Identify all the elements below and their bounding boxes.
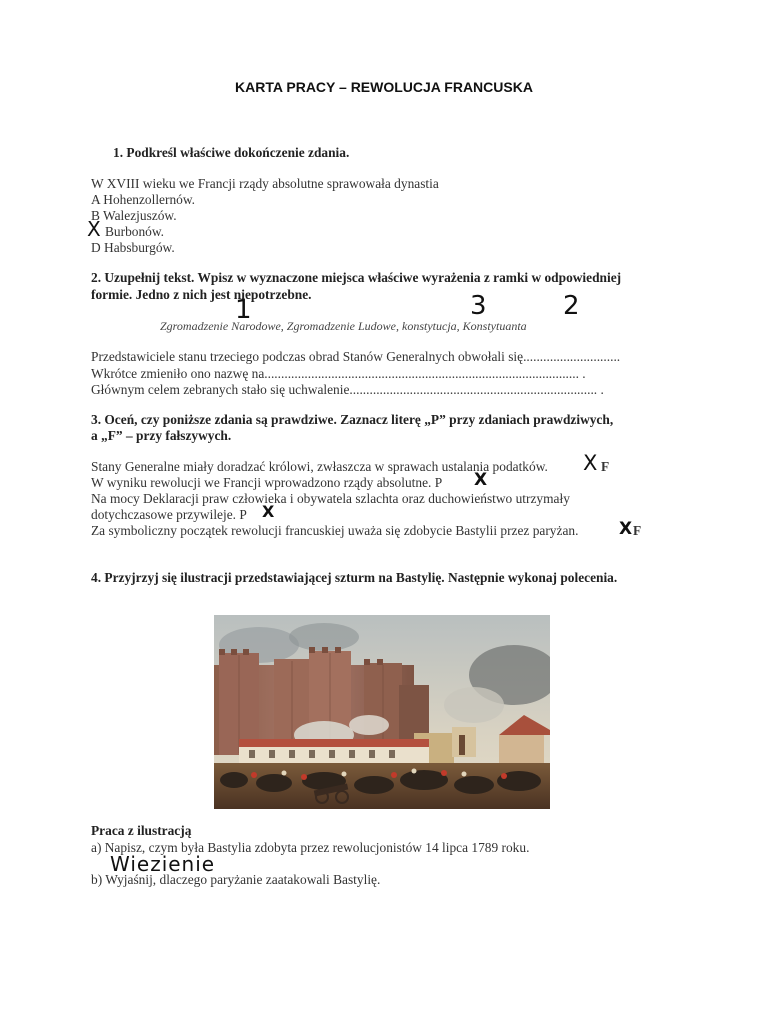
q1-heading: 1. Podkreśl właściwe dokończenie zdania. (113, 145, 350, 160)
handwritten-answer-a: Wiezienie (110, 852, 216, 876)
q3-letter-f-1: F (601, 459, 610, 474)
handwritten-number-3: 3 (470, 291, 487, 321)
task-b: b) Wyjaśnij, dlaczego paryżanie zaatakowali Bastylię. (91, 872, 381, 887)
q3-statement-2: W wyniku rewolucji we Francji wprowadzono rządy absolutne. P (91, 475, 443, 490)
worksheet-title: KARTA PRACY – REWOLUCJA FRANCUSKA (235, 79, 533, 95)
q1-option-d: D Habsburgów. (91, 240, 175, 255)
q2-heading-line1: 2. Uzupełnij tekst. Wpisz w wyznaczone miejsca właściwe wyrażenia z ramki w odpowiedniej (91, 270, 622, 285)
q2-terms-box: Zgromadzenie Narodowe, Zgromadzenie Ludowe, konstytucja, Konstytuanta (160, 319, 527, 333)
q3-mark-x-2: X (474, 470, 488, 490)
q2-line-1: Przedstawiciele stanu trzeciego podczas obrad Stanów Generalnych obwołali się............................. (91, 349, 621, 364)
q1-option-c: Burbonów. (105, 224, 165, 239)
q2-line-3: Głównym celem zebranych stało się uchwalenie.......................................................................... . (91, 382, 604, 397)
q3-heading-line1: 3. Oceń, czy poniższe zdania są prawdziwe. Zaznacz literę „P” przy zdaniach prawdziwych, (91, 412, 614, 427)
q3-statement-3-line2: dotychczasowe przywileje. P (91, 507, 247, 522)
task-a: a) Napisz, czym była Bastylia zdobyta przez rewolucjonistów 14 lipca 1789 roku. (91, 840, 530, 855)
handwritten-number-2: 2 (563, 291, 580, 321)
q3-mark-x-3: X (262, 502, 275, 521)
q2-line-2: Wkrótce zmieniło ono nazwę na.............................................................................................. . (91, 366, 586, 381)
handwritten-number-1: 1 (235, 295, 252, 325)
q3-statement-3-line1: Na mocy Deklaracji praw człowieka i obywatela szlachta oraz duchowieństwo utrzymały (91, 491, 570, 506)
q4-heading: 4. Przyjrzyj się ilustracji przedstawiającej szturm na Bastylię. Następnie wykonaj polecenia. (91, 570, 618, 585)
work-with-illustration-title: Praca z ilustracją (91, 823, 192, 838)
q1-option-b: B Walezjuszów. (91, 208, 177, 223)
q1-stem: W XVIII wieku we Francji rządy absolutne sprawowała dynastia (91, 176, 439, 191)
bastille-illustration (214, 615, 550, 809)
q2-heading-line2: formie. Jedno z nich jest niepotrzebne. (91, 287, 312, 302)
q3-mark-x-4: X (619, 519, 633, 539)
q1-cross-mark: X (87, 217, 101, 241)
q1-option-a: A Hohenzollernów. (91, 192, 195, 207)
q3-statement-4: Za symboliczny początek rewolucji francuskiej uważa się zdobycie Bastylii przez paryżan. (91, 523, 579, 538)
q3-mark-x-1: X (583, 451, 598, 475)
q3-heading-line2: a „F” – przy fałszywych. (91, 428, 232, 443)
q3-statement-1: Stany Generalne miały doradzać królowi, zwłaszcza w sprawach ustalania podatków. (91, 459, 548, 474)
q3-letter-f-4: F (633, 523, 642, 538)
